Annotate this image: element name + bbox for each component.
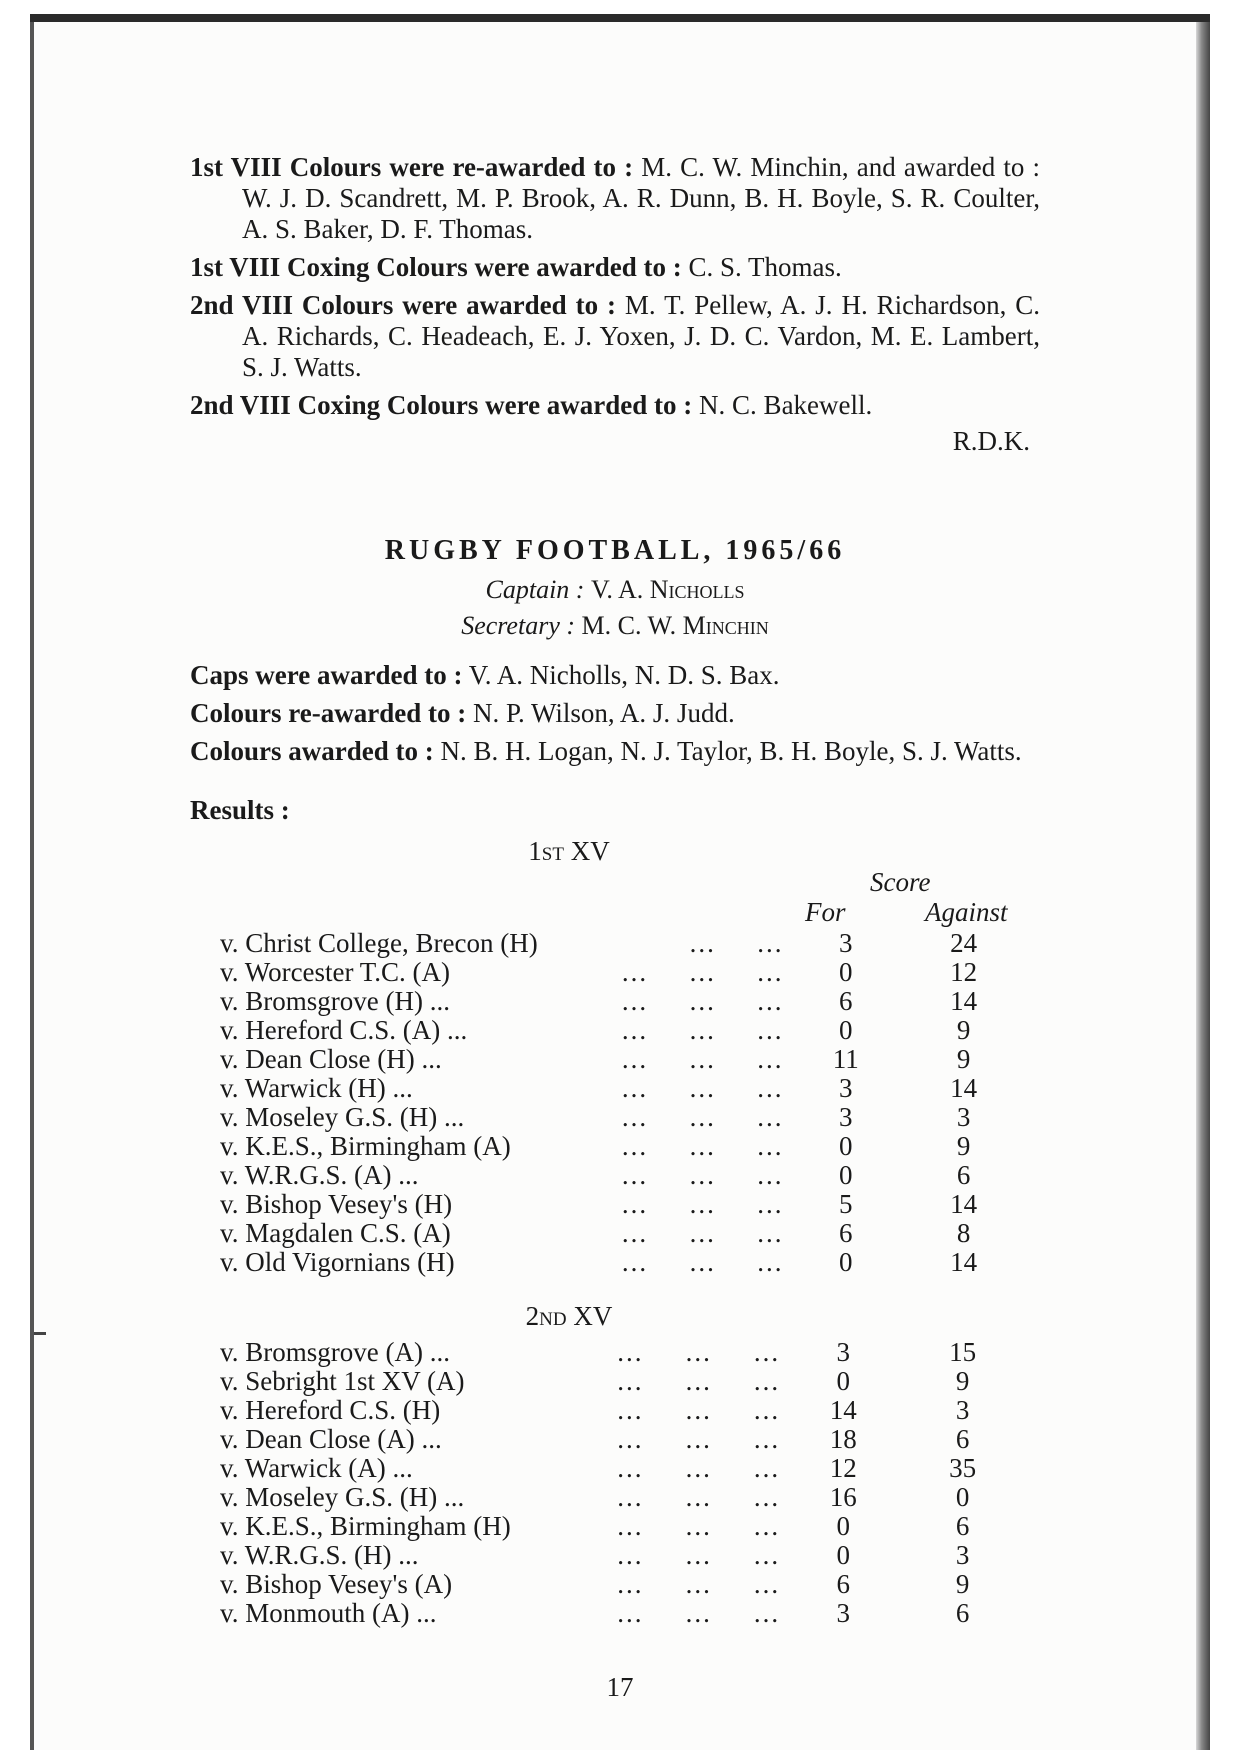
score-for-cell: 6 [836,1569,851,1599]
leader-dots: ... [621,1044,649,1074]
opponent-cell: v. Monmouth (A) ... [220,1598,437,1628]
result-row [220,1396,1040,1425]
leader-dots: ... [757,928,784,958]
leader-dots: ... [757,1015,784,1045]
leader-dots: ... [617,1540,644,1570]
score-against-cell: 14 [950,1073,978,1103]
results-label: Results : [190,795,290,825]
score-for-cell: 3 [836,1598,851,1628]
score-for-cell: 0 [836,1540,851,1570]
opponent-cell: v. W.R.G.S. (H) ... [220,1540,419,1570]
award-lead: Colours awarded to : [190,736,434,766]
page-number: 17 [606,1672,634,1702]
against-label: Against [925,897,1008,927]
result-row [220,1161,1040,1190]
award-lead: 1st VIII Colours were re-awarded to : [190,152,634,182]
leader-dots: ... [685,1511,712,1541]
score-against-cell: 9 [956,1044,971,1074]
leader-dots: ... [621,1160,649,1190]
score-label: Score [870,867,931,897]
leader-dots: ... [689,1131,716,1161]
award-names: M. T. Pellew, A. J. H. Richardson, C. A. Richards, C. Headeach, E. J. Yoxen, J. D. C. Vardon, M. E. Lambert, S. J. Watts. [242,290,1041,382]
leader-dots: ... [753,1569,781,1599]
award-names: M. C. W. Minchin, and awarded to : W. J. D. Scandrett, M. P. Brook, A. R. Dunn, B. H. Boyle, S. R. Coulter, A. S. Baker, D. F. Thomas. [242,152,1041,244]
leader-dots: ... [617,1482,644,1512]
opponent-cell: v. Warwick (A) ... [220,1453,413,1483]
score-against-cell: 35 [949,1453,977,1483]
result-row [220,1132,1040,1161]
leader-dots: ... [617,1511,644,1541]
score-against-cell: 3 [955,1395,970,1425]
leader-dots: ... [753,1540,781,1570]
rugby-awards [190,660,1040,767]
page-left-edge [30,22,34,1750]
score-for-cell: 0 [838,1015,853,1045]
score-against-cell: 6 [956,1160,971,1190]
score-for-cell: 5 [838,1189,853,1219]
rowing-colours-section [190,152,1040,457]
leader-dots: ... [617,1453,644,1483]
leader-dots: ... [753,1453,781,1483]
leader-dots: ... [689,1073,716,1103]
opponent-cell: v. K.E.S., Birmingham (H) [220,1511,511,1541]
result-row [220,1016,1040,1045]
leader-dots: ... [753,1366,781,1396]
score-against-cell: 14 [950,986,978,1016]
result-row [220,1045,1040,1074]
opponent-cell: v. Bishop Vesey's (A) [220,1569,453,1599]
leader-dots: ... [617,1569,644,1599]
result-row [220,1512,1040,1541]
result-row [220,1541,1040,1570]
leader-dots: ... [621,1247,649,1277]
score-for-cell: 0 [836,1366,851,1396]
award-lead: Colours re-awarded to : [190,698,467,728]
leader-dots: ... [757,1131,784,1161]
score-for-cell: 14 [829,1395,857,1425]
section-title: RUGBY FOOTBALL, 1965/66 [384,535,846,566]
leader-dots: ... [685,1337,712,1367]
second-xv-results-table [220,1338,1040,1628]
leader-dots: ... [753,1395,781,1425]
score-against-cell: 9 [956,1131,971,1161]
leader-dots: ... [621,1131,649,1161]
leader-dots: ... [685,1453,712,1483]
author-initials: R.D.K. [952,426,1030,456]
score-against-cell: 6 [955,1424,970,1454]
leader-dots: ... [689,928,716,958]
leader-dots: ... [617,1337,644,1367]
secretary-line [190,608,1040,644]
score-against-cell: 24 [950,928,978,958]
result-row [220,1219,1040,1248]
score-against-cell: 3 [955,1540,970,1570]
rugby-award-paragraph [190,660,1040,691]
leader-dots: ... [689,1247,716,1277]
captain-line [190,572,1040,608]
leader-dots: ... [753,1598,781,1628]
leader-dots: ... [617,1598,644,1628]
result-row [220,929,1040,958]
leader-dots: ... [757,1160,784,1190]
score-against-cell: 14 [950,1247,978,1277]
leader-dots: ... [617,1424,644,1454]
leader-dots: ... [617,1395,644,1425]
score-against-cell: 14 [950,1189,978,1219]
leader-dots: ... [621,957,649,987]
opponent-cell: v. Christ College, Brecon (H) [220,928,538,958]
leader-dots: ... [621,986,649,1016]
award-lead: 1st VIII Coxing Colours were awarded to : [190,252,682,282]
leader-dots: ... [753,1424,781,1454]
score-against-cell: 8 [956,1218,971,1248]
result-row [220,1074,1040,1103]
result-row [220,1599,1040,1628]
award-names: N. P. Wilson, A. J. Judd. [472,698,735,728]
score-against-cell: 6 [955,1598,970,1628]
captain-name: V. A. Nicholls [590,575,745,604]
score-for-cell: 16 [829,1482,857,1512]
score-for-cell: 12 [829,1453,857,1483]
score-for-cell: 18 [829,1424,857,1454]
opponent-cell: v. Bishop Vesey's (H) [220,1189,453,1219]
score-column-header [190,867,1040,929]
leader-dots: ... [685,1424,712,1454]
score-for-cell: 6 [838,1218,853,1248]
result-row [220,1570,1040,1599]
score-against-cell: 3 [956,1102,971,1132]
score-against-cell: 15 [949,1337,977,1367]
score-for-cell: 0 [836,1511,851,1541]
score-for-cell: 3 [838,1102,853,1132]
award-lead: 2nd VIII Colours were awarded to : [190,290,616,320]
leader-dots: ... [689,1218,716,1248]
opponent-cell: v. Worcester T.C. (A) [220,957,451,987]
leader-dots: ... [753,1511,781,1541]
second-xv-heading: 2nd XV [525,1301,613,1331]
result-row [220,1367,1040,1396]
scan-mark [34,1332,46,1335]
opponent-cell: v. Bromsgrove (H) ... [220,986,450,1016]
leader-dots: ... [689,1015,716,1045]
leader-dots: ... [757,1247,784,1277]
opponent-cell: v. W.R.G.S. (A) ... [220,1160,419,1190]
opponent-cell: v. Warwick (H) ... [220,1073,413,1103]
leader-dots: ... [621,1102,649,1132]
leader-dots: ... [689,1160,716,1190]
leader-dots: ... [689,1102,716,1132]
book-spine-edge [1196,22,1210,1750]
rugby-award-paragraph [190,736,1040,767]
captain-label: Captain : [485,575,585,604]
score-for-cell: 3 [838,1073,853,1103]
leader-dots: ... [757,986,784,1016]
award-lead: 2nd VIII Coxing Colours were awarded to : [190,390,693,420]
first-xv-results-table [220,929,1040,1277]
score-for-cell: 6 [838,986,853,1016]
score-for-cell: 11 [832,1044,859,1074]
opponent-cell: v. Hereford C.S. (H) [220,1395,441,1425]
scanned-page [30,14,1210,1750]
result-row [220,1103,1040,1132]
rugby-header [190,535,1040,644]
leader-dots: ... [685,1540,712,1570]
leader-dots: ... [757,1073,784,1103]
first-xv-heading: 1st XV [528,836,610,866]
opponent-cell: v. Dean Close (H) ... [220,1044,442,1074]
result-row [220,958,1040,987]
award-names: C. S. Thomas. [688,252,842,282]
award-names: N. C. Bakewell. [699,390,873,420]
opponent-cell: v. Sebright 1st XV (A) [220,1366,465,1396]
result-row [220,1483,1040,1512]
opponent-cell: v. Dean Close (A) ... [220,1424,442,1454]
score-for-cell: 0 [838,1160,853,1190]
rowing-award-paragraph [190,252,1040,283]
leader-dots: ... [621,1015,649,1045]
leader-dots: ... [689,1044,716,1074]
rowing-award-paragraph [190,152,1040,245]
score-for-cell: 3 [836,1337,851,1367]
leader-dots: ... [617,1366,644,1396]
page-content [190,152,1040,1628]
leader-dots: ... [621,1189,649,1219]
leader-dots [601,929,669,958]
opponent-cell: v. Hereford C.S. (A) ... [220,1015,468,1045]
score-against-cell: 9 [956,1015,971,1045]
score-for-cell: 0 [838,1131,853,1161]
leader-dots: ... [685,1482,712,1512]
result-row [220,1248,1040,1277]
opponent-cell: v. Bromsgrove (A) ... [220,1337,450,1367]
score-against-cell: 12 [950,957,978,987]
opponent-cell: v. K.E.S., Birmingham (A) [220,1131,511,1161]
score-against-cell: 9 [955,1569,970,1599]
leader-dots: ... [621,1218,649,1248]
opponent-cell: v. Moseley G.S. (H) ... [220,1482,465,1512]
leader-dots: ... [753,1337,781,1367]
leader-dots: ... [685,1366,712,1396]
leader-dots: ... [621,1073,649,1103]
rugby-award-paragraph [190,698,1040,729]
leader-dots: ... [757,957,784,987]
opponent-cell: v. Magdalen C.S. (A) [220,1218,451,1248]
leader-dots: ... [753,1482,781,1512]
score-for-cell: 0 [838,957,853,987]
leader-dots: ... [757,1218,784,1248]
leader-dots: ... [689,1189,716,1219]
result-row [220,1454,1040,1483]
result-row [220,1338,1040,1367]
result-row [220,1425,1040,1454]
award-names: V. A. Nicholls, N. D. S. Bax. [468,660,780,690]
rowing-award-paragraph [190,390,1040,421]
leader-dots: ... [689,957,716,987]
result-row [220,987,1040,1016]
opponent-cell: v. Moseley G.S. (H) ... [220,1102,465,1132]
award-names: N. B. H. Logan, N. J. Taylor, B. H. Boyle, S. J. Watts. [440,736,1022,766]
leader-dots: ... [757,1044,784,1074]
secretary-label: Secretary : [461,611,576,640]
score-for-cell: 0 [838,1247,853,1277]
rowing-award-paragraph [190,290,1040,383]
award-lead: Caps were awarded to : [190,660,463,690]
score-for-cell: 3 [838,928,853,958]
score-against-cell: 6 [955,1511,970,1541]
for-label: For [805,897,846,927]
opponent-cell: v. Old Vigornians (H) [220,1247,455,1277]
leader-dots: ... [685,1598,712,1628]
score-against-cell: 0 [955,1482,970,1512]
result-row [220,1190,1040,1219]
leader-dots: ... [689,986,716,1016]
secretary-name: M. C. W. Minchin [581,611,769,640]
leader-dots: ... [757,1189,784,1219]
score-against-cell: 9 [955,1366,970,1396]
leader-dots: ... [685,1395,712,1425]
leader-dots: ... [685,1569,712,1599]
leader-dots: ... [757,1102,784,1132]
